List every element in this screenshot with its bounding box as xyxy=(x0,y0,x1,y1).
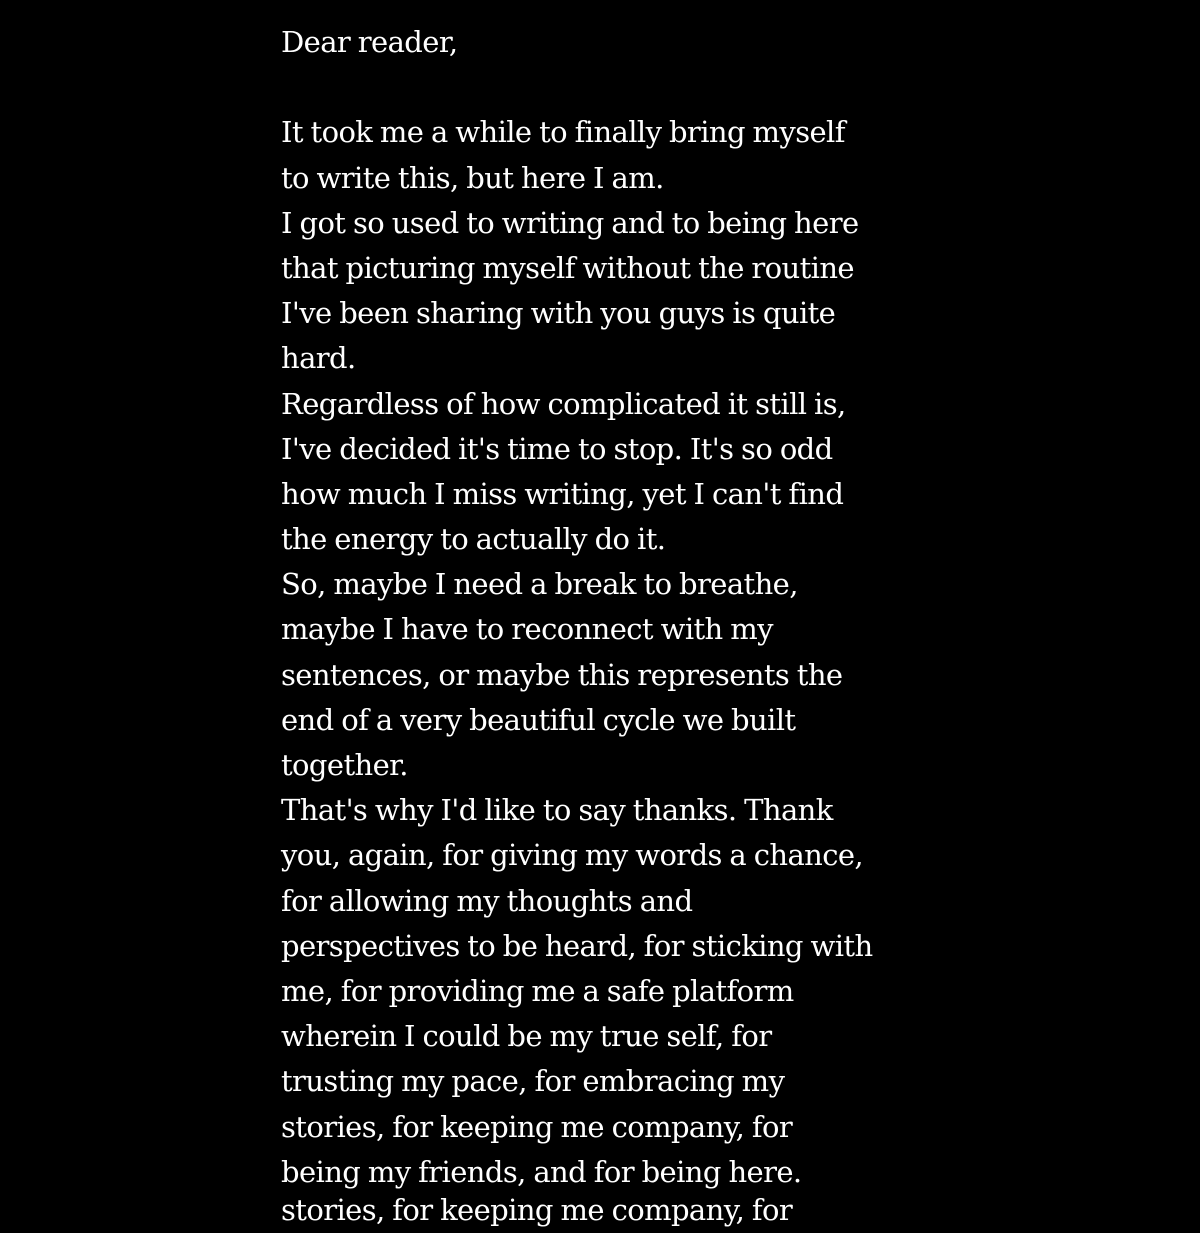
letter-cutoff-text: stories, for keeping me company, for xyxy=(281,1193,793,1227)
letter-cutoff-line xyxy=(281,1166,941,1227)
letter-line: you, again, for giving my words a chance, xyxy=(281,838,864,873)
letter-line: together. xyxy=(281,748,408,782)
letter-line: Regardless of how complicated it still is, xyxy=(281,386,846,421)
letter-line: So, maybe I need a break to breathe, xyxy=(281,567,798,602)
letter-line: wherein I could be my true self, for xyxy=(281,1019,772,1054)
letter-line: to write this, but here I am. xyxy=(281,160,664,195)
letter-line: stories, for keeping me company, for xyxy=(281,1109,793,1144)
letter-line: the energy to actually do it. xyxy=(281,522,666,557)
letter-line: I've been sharing with you guys is quite xyxy=(281,296,836,331)
letter-line: me, for providing me a safe platform xyxy=(281,973,794,1008)
letter-line: I got so used to writing and to being here xyxy=(281,205,859,240)
letter-line: for allowing my thoughts and xyxy=(281,883,693,918)
letter-line: hard. xyxy=(281,341,356,376)
letter-line: being my friends, and for being here. xyxy=(281,1154,802,1189)
letter-line: how much I miss writing, yet I can't find xyxy=(281,476,844,511)
letter-blank-line xyxy=(281,65,941,110)
letter-line: I've decided it's time to stop. It's so odd xyxy=(281,431,833,466)
letter-line: perspectives to be heard, for sticking with xyxy=(281,928,873,963)
letter-body xyxy=(281,20,941,1195)
letter-line: sentences, or maybe this represents the xyxy=(281,657,843,692)
letter-line: It took me a while to finally bring myself xyxy=(281,115,845,150)
letter-line: that picturing myself without the routine xyxy=(281,250,854,285)
letter-line: end of a very beautiful cycle we built xyxy=(281,702,796,737)
letter-line: maybe I have to reconnect with my xyxy=(281,612,773,647)
letter-line: Dear reader, xyxy=(281,25,458,59)
letter-line: trusting my pace, for embracing my xyxy=(281,1064,785,1099)
letter-line: That's why I'd like to say thanks. Thank xyxy=(281,793,833,828)
